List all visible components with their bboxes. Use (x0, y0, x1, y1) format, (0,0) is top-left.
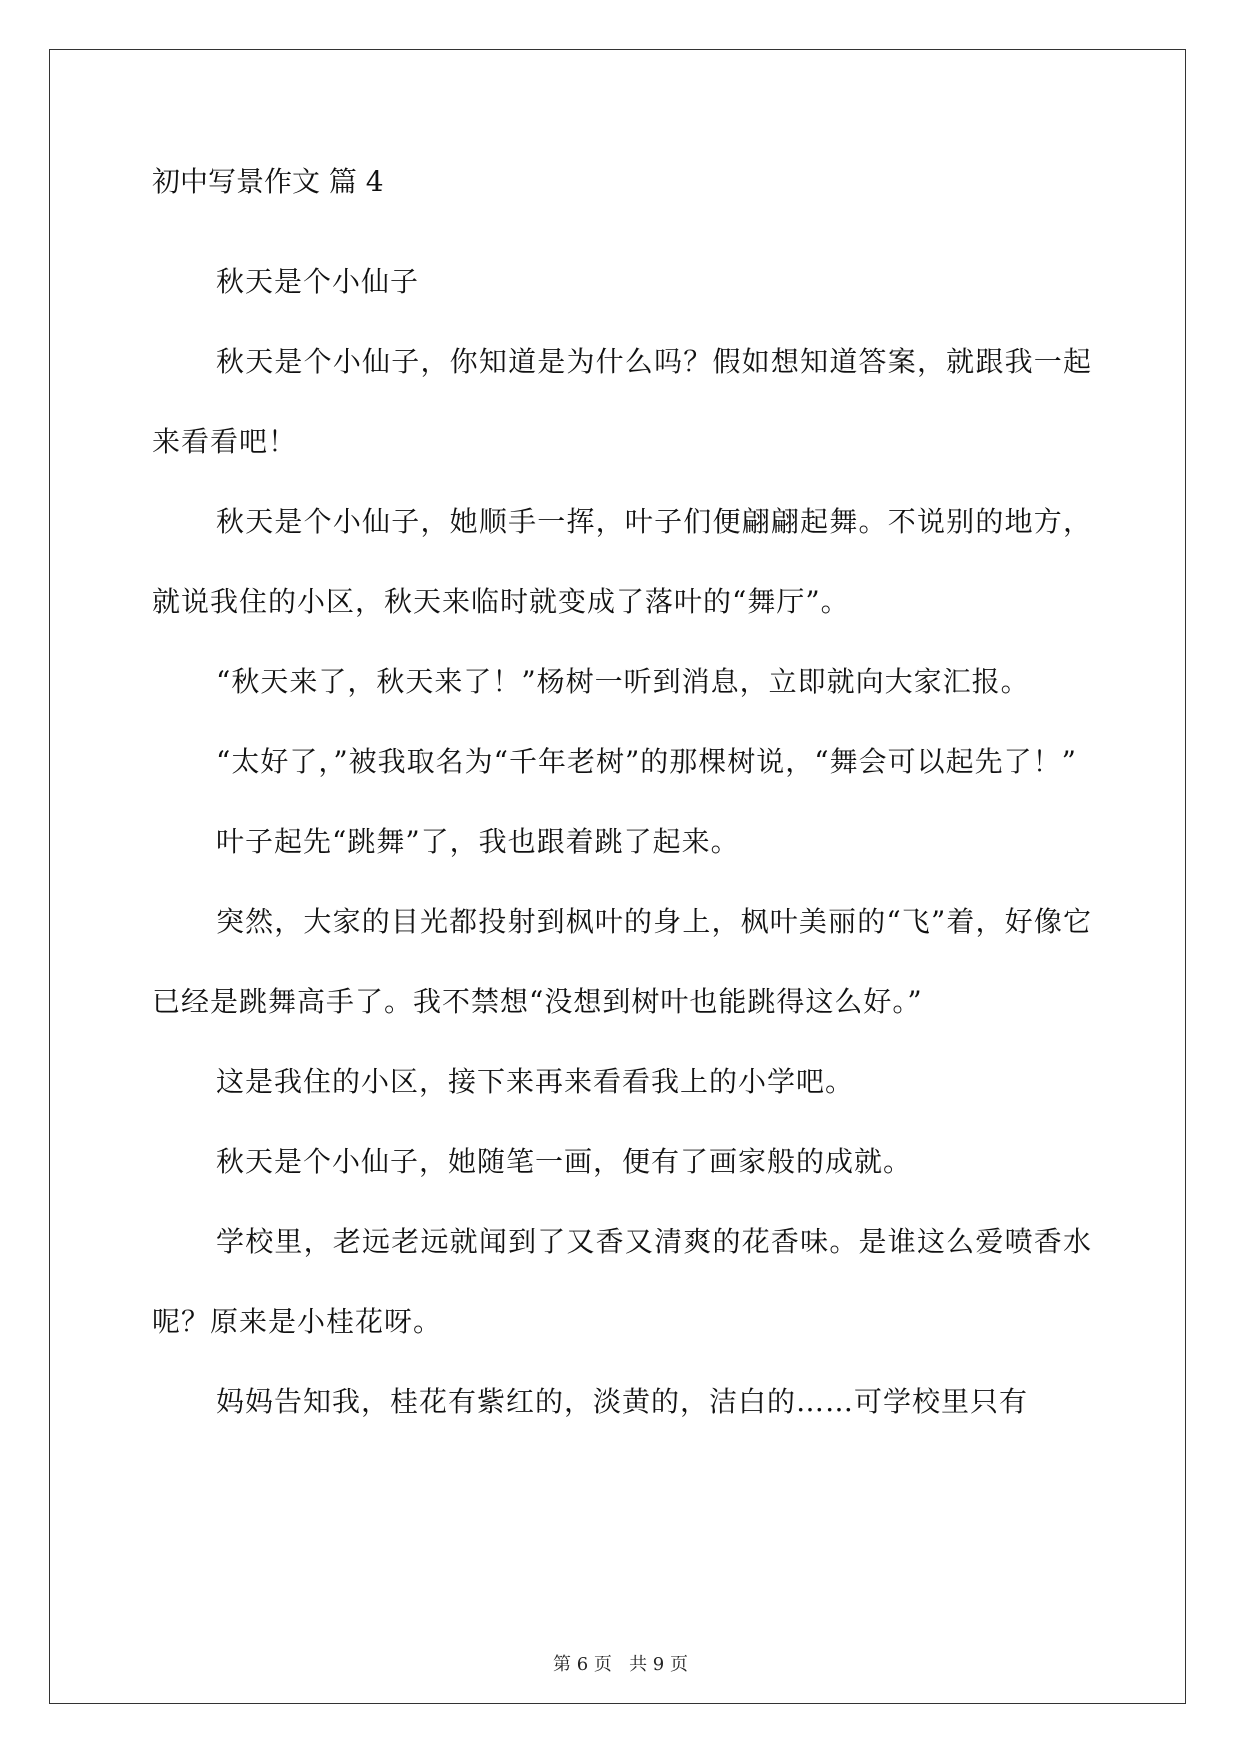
document-body (152, 162, 1092, 1442)
paragraph: “太好了，”被我取名为“千年老树”的那棵树说，“舞会可以起先了！” (216, 745, 1077, 778)
paragraph: 妈妈告知我，桂花有紫红的，淡黄的，洁白的……可学校里只有 (216, 1385, 1029, 1418)
section-heading: 初中写景作文 篇 4 (152, 165, 384, 198)
paragraph: 这是我住的小区，接下来再来看看我上的小学吧。 (216, 1065, 855, 1098)
page-number-footer: 第 6 页 共 9 页 (553, 1654, 688, 1675)
paragraph: 学校里，老远老远就闻到了又香又清爽的花香味。是谁这么爱喷香水呢？原来是小桂花呀。 (152, 1225, 1092, 1338)
paragraph: 秋天是个小仙子，你知道是为什么吗？假如想知道答案，就跟我一起来看看吧！ (152, 345, 1092, 458)
paragraph-title: 秋天是个小仙子 (216, 265, 420, 298)
paragraph: 突然，大家的目光都投射到枫叶的身上，枫叶美丽的“飞”着，好像它已经是跳舞高手了。我不禁想“没想到树叶也能跳得这么好。” (152, 905, 1092, 1018)
paragraph: 秋天是个小仙子，她顺手一挥，叶子们便翩翩起舞。不说别的地方，就说我住的小区，秋天来临时就变成了落叶的“舞厅”。 (152, 505, 1092, 618)
paragraph: 叶子起先“跳舞”了，我也跟着跳了起来。 (216, 825, 740, 858)
paragraph: 秋天是个小仙子，她随笔一画，便有了画家般的成就。 (216, 1145, 913, 1178)
paragraph: “秋天来了，秋天来了！”杨树一听到消息，立即就向大家汇报。 (216, 665, 1030, 698)
